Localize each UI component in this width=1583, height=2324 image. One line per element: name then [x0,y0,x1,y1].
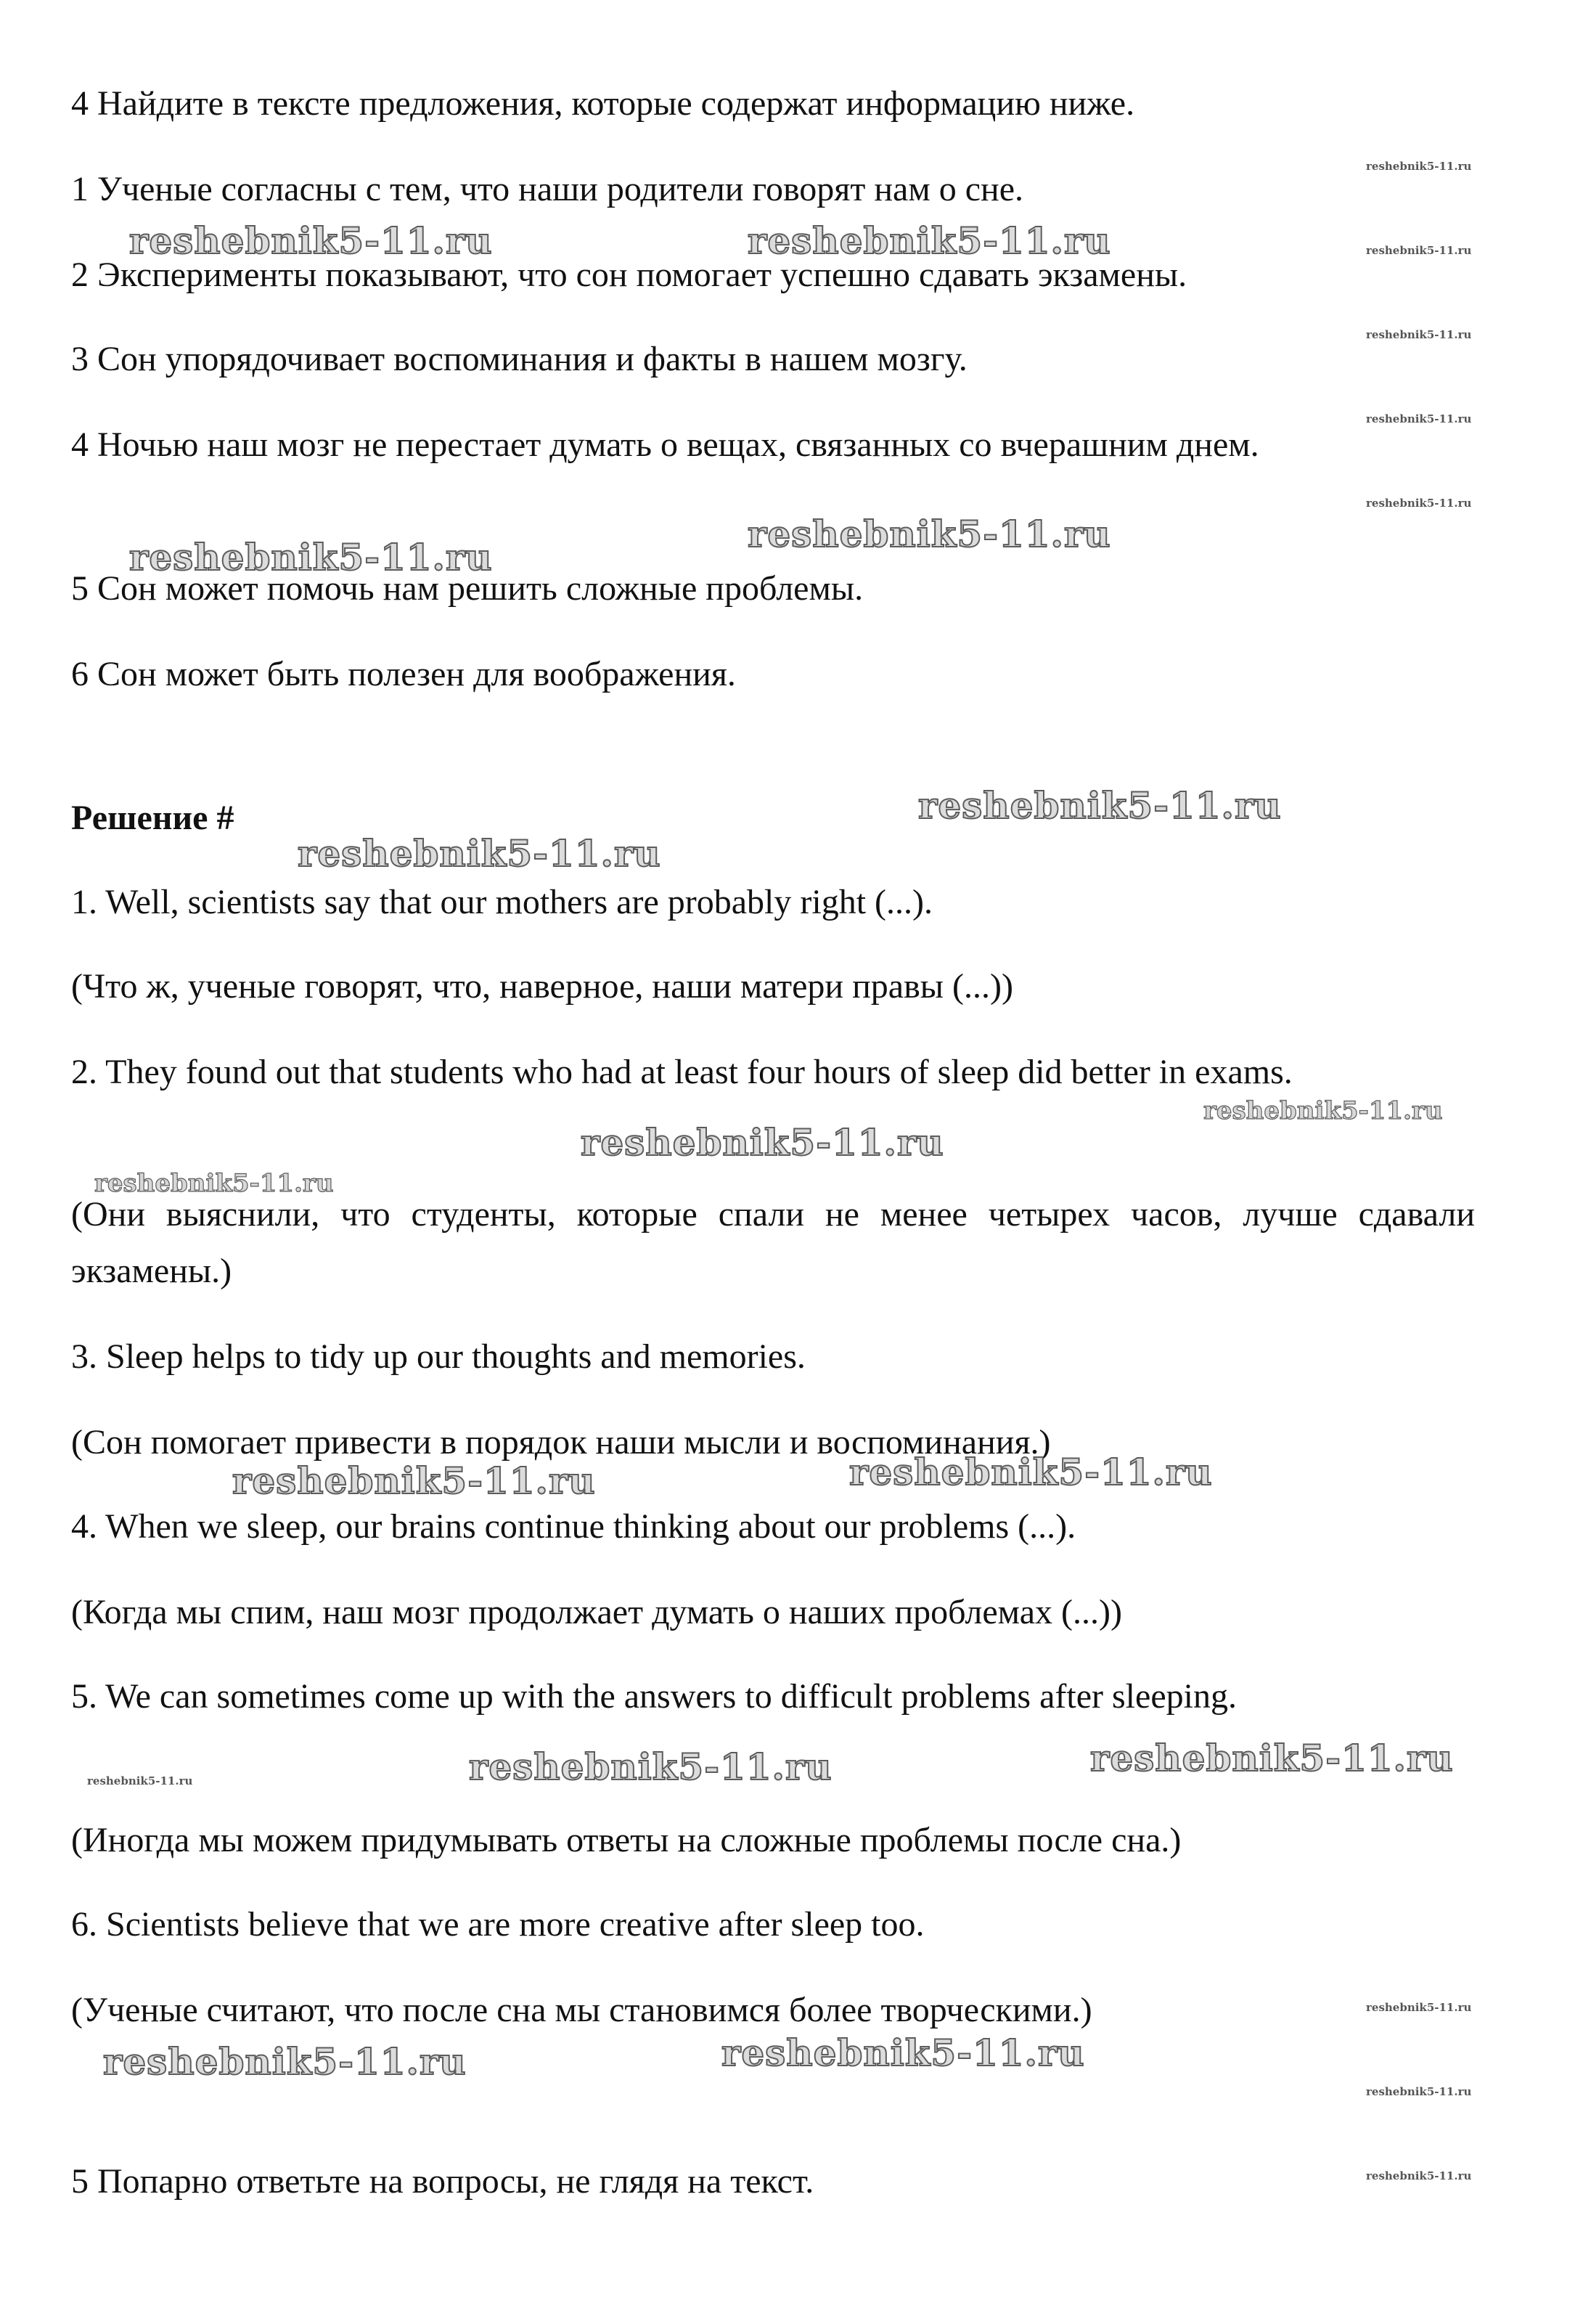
answer-4-en: 4. When we sleep, our brains continue thinking about our problems (...). [71,1507,1076,1546]
answer-1-en: 1. Well, scientists say that our mothers are probably right (...). [71,883,933,921]
watermark: reshebnik5-11.ru [748,219,1111,262]
answer-1-ru: (Что ж, ученые говорят, что, наверное, наши матери правы (...)) [71,967,1013,1006]
answer-3-ru: (Сон помогает привести в порядок наши мысли и воспоминания.) [71,1423,1051,1461]
task4-item-3: 3 Сон упорядочивает воспоминания и факты в нашем мозгу. [71,340,968,378]
watermark: reshebnik5-11.ru [94,1169,334,1198]
watermark: reshebnik5-11.ru [232,1459,596,1502]
answer-5-ru: (Иногда мы можем придумывать ответы на сложные проблемы после сна.) [71,1821,1182,1859]
watermark: reshebnik5-11.ru [1366,2085,1472,2098]
answer-6-ru: (Ученые считают, что после сна мы становимся более творческими.) [71,1991,1092,2029]
answer-2-ru: (Они выяснили, что студенты, которые спали не менее четырех часов, лучше сдавали экзамены.) [71,1195,1475,1290]
answer-6-en: 6. Scientists believe that we are more creative after sleep too. [71,1905,925,1944]
watermark: reshebnik5-11.ru [1366,2169,1472,2182]
watermark: reshebnik5-11.ru [748,513,1111,555]
answer-4-ru: (Когда мы спим, наш мозг продолжает думать о наших проблемах (...)) [71,1593,1122,1631]
solution-heading: Решение # [71,799,234,837]
watermark: reshebnik5-11.ru [918,784,1282,827]
watermark: reshebnik5-11.ru [469,1745,833,1788]
watermark: reshebnik5-11.ru [1366,497,1472,510]
watermark: reshebnik5-11.ru [1090,1737,1454,1779]
watermark: reshebnik5-11.ru [129,219,493,262]
task4-item-1: 1 Ученые согласны с тем, что наши родители говорят нам о сне. [71,170,1024,208]
task5-heading: 5 Попарно ответьте на вопросы, не глядя на текст. [71,2162,814,2201]
watermark: reshebnik5-11.ru [581,1121,944,1164]
watermark: reshebnik5-11.ru [1203,1096,1443,1125]
watermark: reshebnik5-11.ru [1366,160,1472,173]
watermark: reshebnik5-11.ru [103,2040,467,2083]
task4-item-6: 6 Сон может быть полезен для воображения. [71,655,736,693]
watermark: reshebnik5-11.ru [129,536,493,579]
watermark: reshebnik5-11.ru [87,1774,193,1787]
task4-item-4: 4 Ночью наш мозг не перестает думать о вещах, связанных со вчерашним днем. [71,425,1259,464]
answer-2-en: 2. They found out that students who had at least four hours of sleep did better in exams. [71,1053,1293,1091]
watermark: reshebnik5-11.ru [1366,244,1472,257]
answer-3-en: 3. Sleep helps to tidy up our thoughts and memories. [71,1337,806,1376]
watermark: reshebnik5-11.ru [1366,328,1472,341]
watermark: reshebnik5-11.ru [1366,2001,1472,2014]
watermark: reshebnik5-11.ru [1366,412,1472,425]
task4-item-5: 5 Сон может помочь нам решить сложные проблемы. [71,569,864,608]
task4-heading: 4 Найдите в тексте предложения, которые содержат информацию ниже. [71,84,1135,123]
task4-item-2: 2 Эксперименты показывают, что сон помогает успешно сдавать экзамены. [71,256,1187,294]
watermark: reshebnik5-11.ru [721,2031,1085,2074]
answer-5-en: 5. We can sometimes come up with the answers to difficult problems after sleeping. [71,1677,1237,1716]
watermark: reshebnik5-11.ru [298,832,661,875]
watermark: reshebnik5-11.ru [849,1451,1213,1493]
